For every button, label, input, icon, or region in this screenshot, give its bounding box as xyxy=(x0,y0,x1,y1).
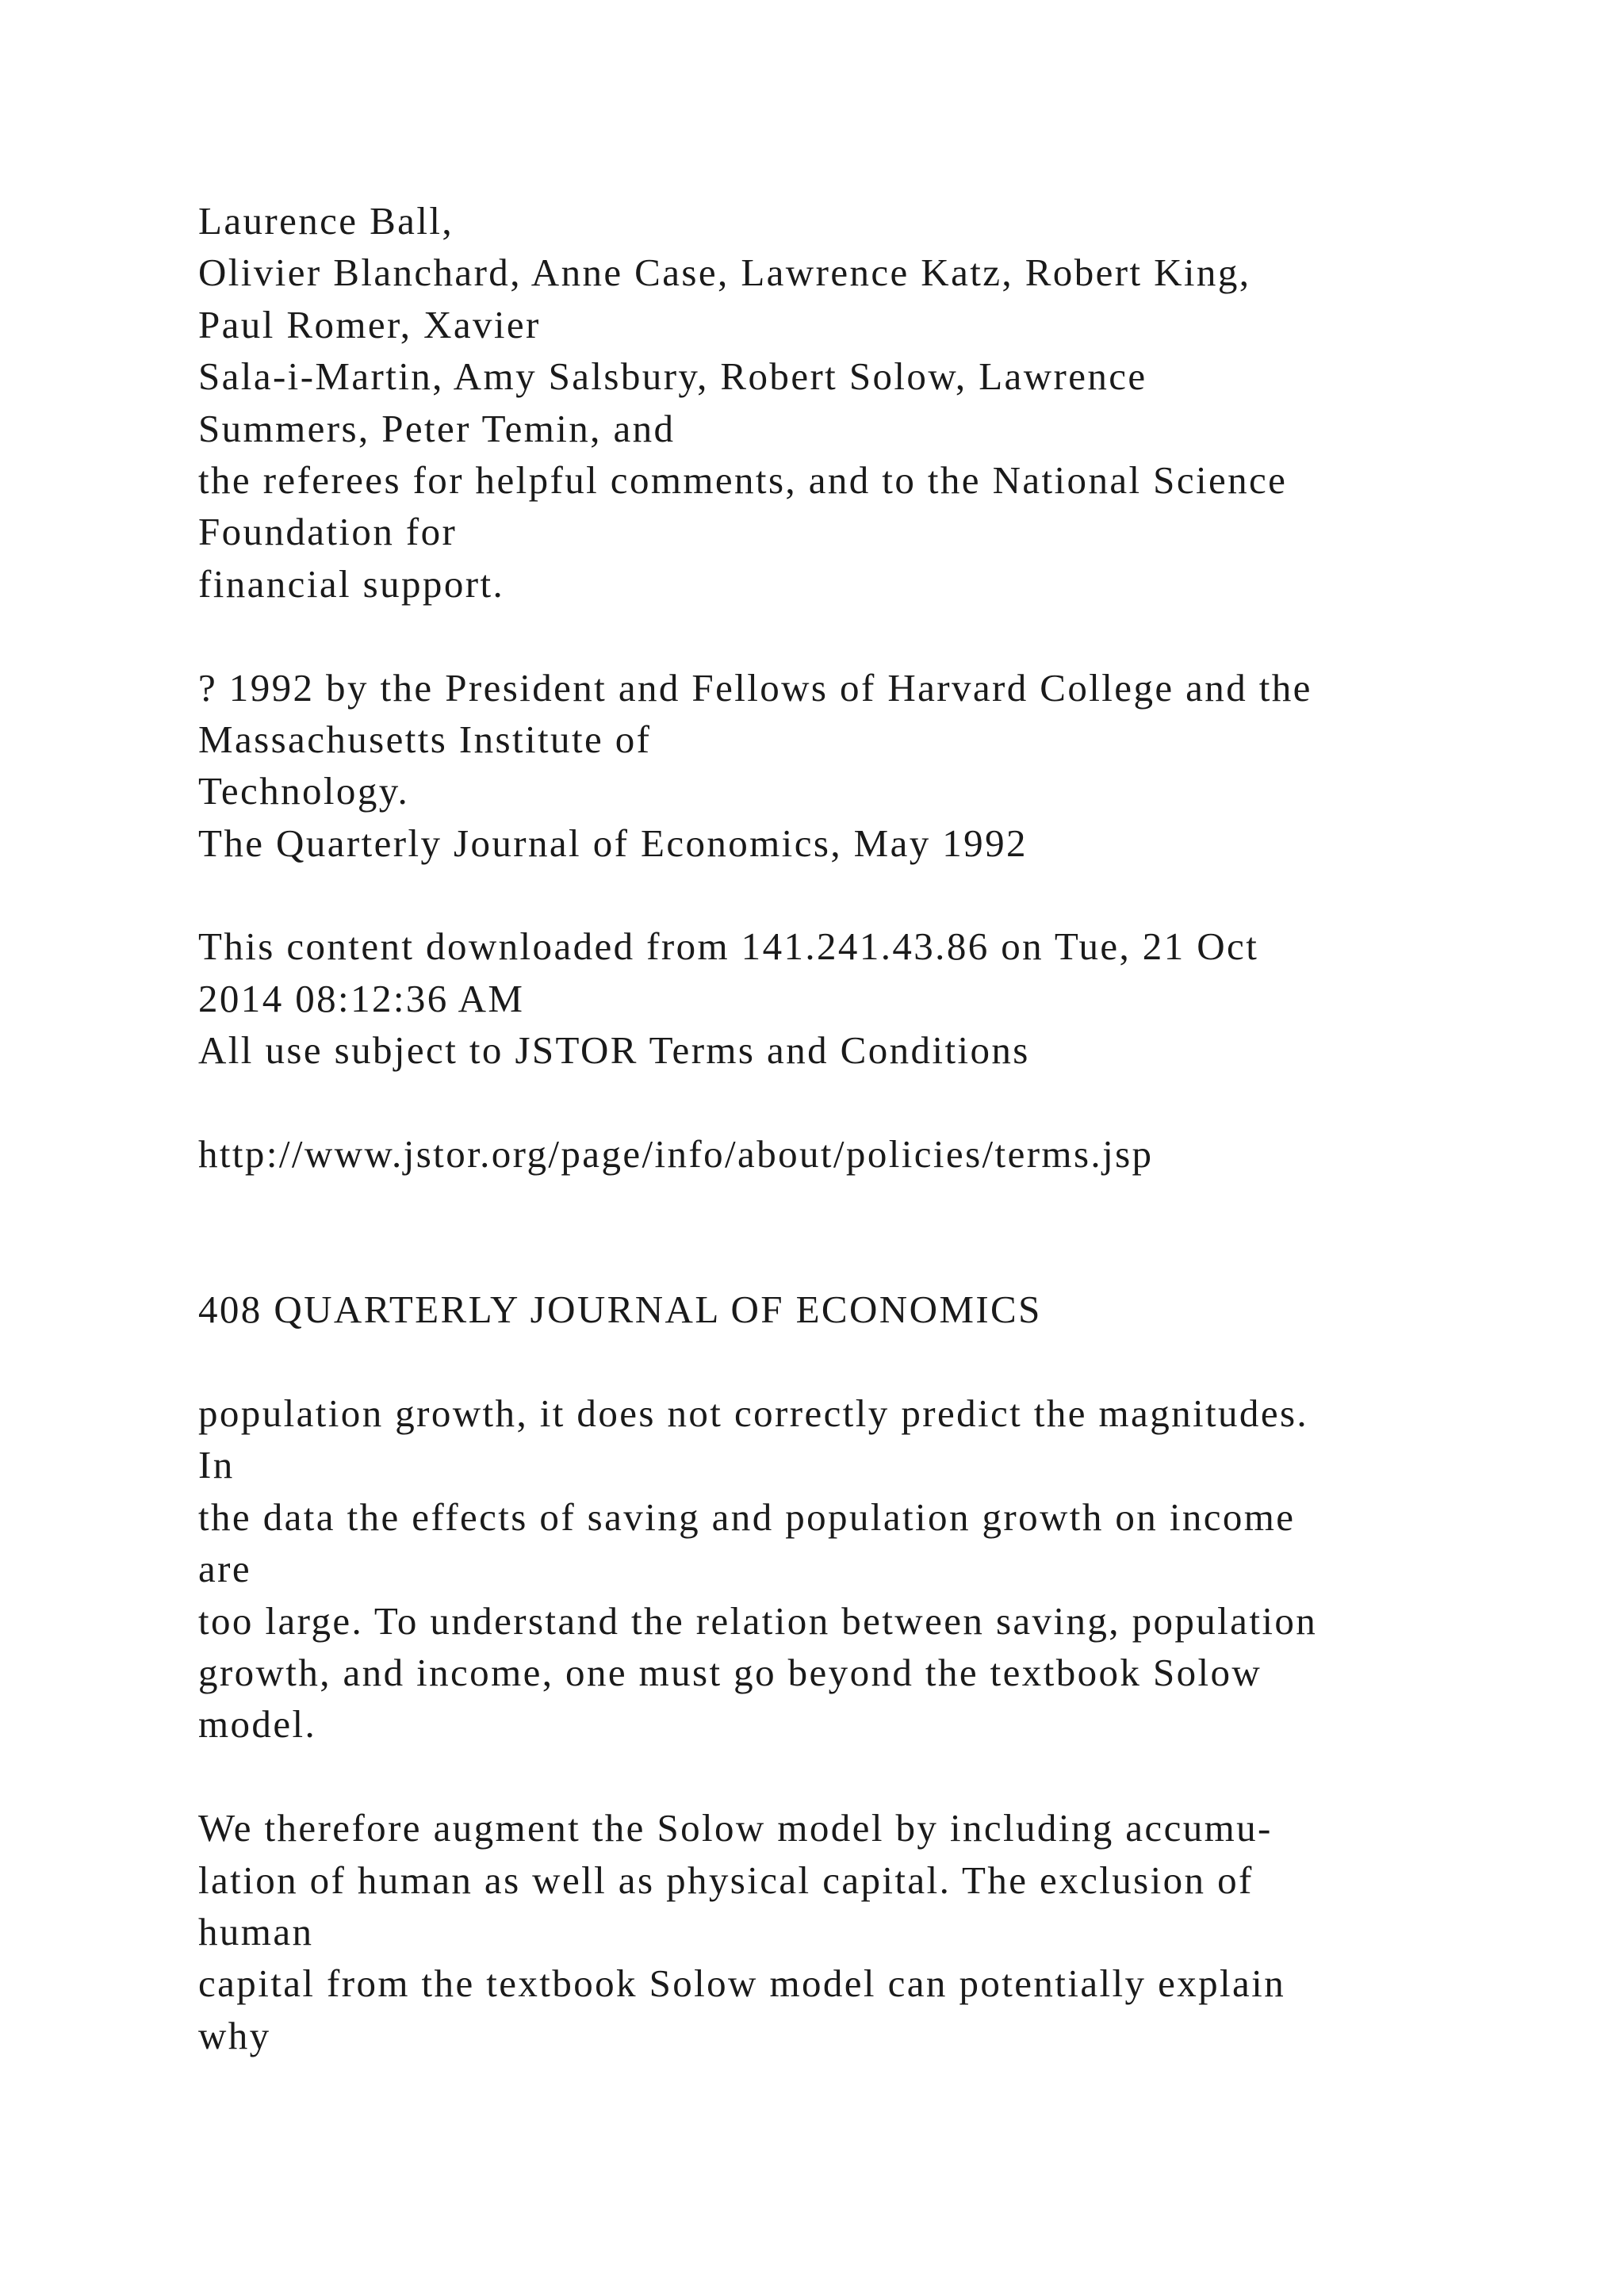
spacer xyxy=(198,1180,1594,1231)
text-line: model. xyxy=(198,1702,317,1747)
text-line: Laurence Ball, xyxy=(198,199,454,243)
text-line: Paul Romer, Xavier xyxy=(198,302,541,346)
download-notice xyxy=(198,920,1594,1076)
spacer xyxy=(198,869,1594,920)
text-line: capital from the textbook Solow model can potentially explain xyxy=(198,1961,1286,2006)
spacer xyxy=(198,1751,1594,1802)
document-text xyxy=(198,195,1594,2061)
text-line: The Quarterly Journal of Economics, May 1992 xyxy=(198,821,1028,865)
text-line: the data the effects of saving and population growth on income xyxy=(198,1494,1296,1539)
text-line: are xyxy=(198,1547,252,1591)
text-line: too large. To understand the relation between saving, population xyxy=(198,1598,1318,1643)
text-line: In xyxy=(198,1443,235,1487)
spacer xyxy=(198,1077,1594,1128)
text-line: Sala-i-Martin, Amy Salsbury, Robert Solow, Lawrence xyxy=(198,354,1147,399)
text-line: why xyxy=(198,2013,271,2057)
acknowledgment-section xyxy=(198,195,1594,610)
text-line: the referees for helpful comments, and to the National Science xyxy=(198,457,1288,502)
spacer xyxy=(198,1232,1594,1284)
text-line: human xyxy=(198,1909,314,1954)
text-line: 2014 08:12:36 AM xyxy=(198,976,525,1020)
paragraph-1 xyxy=(198,1387,1594,1751)
text-line: Massachusetts Institute of xyxy=(198,717,652,761)
text-line: financial support. xyxy=(198,561,505,606)
copyright-section xyxy=(198,662,1594,870)
paragraph-2 xyxy=(198,1802,1594,2061)
text-line: Olivier Blanchard, Anne Case, Lawrence Katz, Robert King, xyxy=(198,251,1251,295)
text-line: Technology. xyxy=(198,769,410,813)
spacer xyxy=(198,1336,1594,1387)
text-line: All use subject to JSTOR Terms and Conditions xyxy=(198,1028,1030,1073)
text-line: We therefore augment the Solow model by including accumu- xyxy=(198,1806,1273,1850)
text-line: Summers, Peter Temin, and xyxy=(198,406,676,450)
running-header: 408 QUARTERLY JOURNAL OF ECONOMICS xyxy=(198,1288,1042,1332)
spacer xyxy=(198,610,1594,661)
text-line: population growth, it does not correctly predict the magnitudes. xyxy=(198,1391,1309,1435)
text-line: lation of human as well as physical capital. The exclusion of xyxy=(198,1858,1254,1902)
text-line: Foundation for xyxy=(198,510,458,554)
text-line: This content downloaded from 141.241.43.86 on Tue, 21 Oct xyxy=(198,924,1259,969)
text-line: growth, and income, one must go beyond the textbook Solow xyxy=(198,1650,1262,1694)
terms-url: http://www.jstor.org/page/info/about/policies/terms.jsp xyxy=(198,1132,1154,1177)
text-line: ? 1992 by the President and Fellows of Harvard College and the xyxy=(198,665,1312,710)
